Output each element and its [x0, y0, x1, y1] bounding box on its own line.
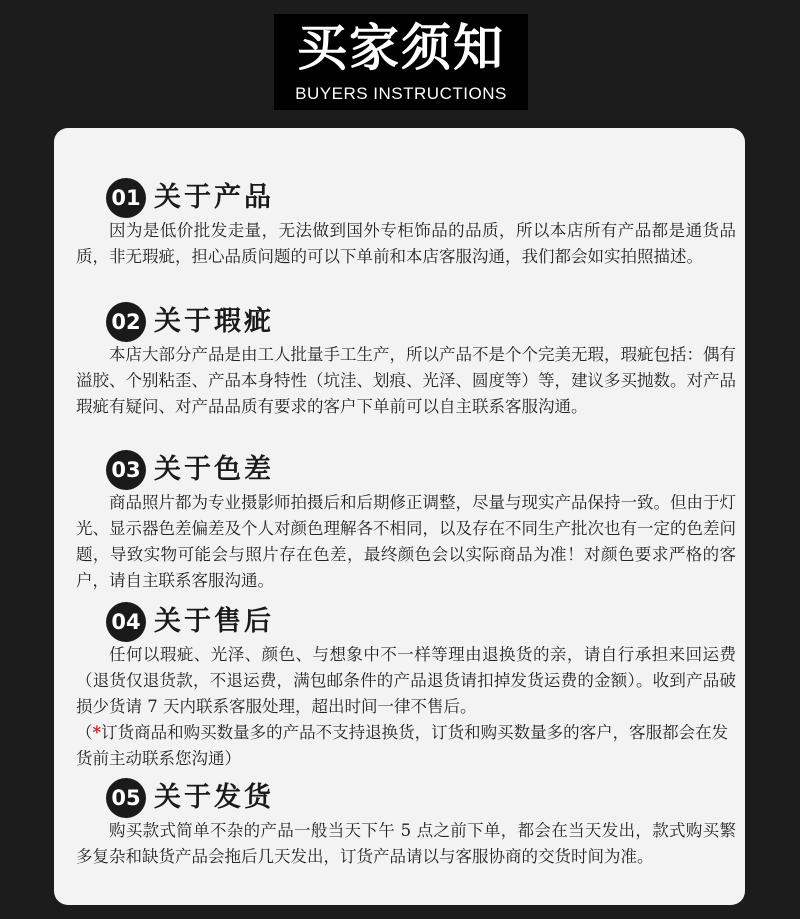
section-after-sales: [76, 602, 736, 772]
section-header: [76, 178, 736, 218]
page-subtitle: BUYERS INSTRUCTIONS: [295, 84, 507, 103]
after-sales-note: [76, 720, 736, 772]
section-header: [76, 602, 736, 642]
section-product: [76, 178, 736, 270]
section-body: 商品照片都为专业摄影师拍摄后和后期修正调整，尽量与现实产品保持一致。但由于灯光、显示器色差偏差及个人对颜色理解各不相同，以及存在不同生产批次也有一定的色差问题，导致实物可能会与照片存在色差，最终颜色会以实际商品为准！对颜色要求严格的客户，请自主联系客服沟通。: [76, 493, 736, 590]
section-body: 任何以瑕疵、光泽、颜色、与想象中不一样等理由退换货的亲，请自行承担来回运费（退货仅退货款，不退运费，满包邮条件的产品退货请扣掉发货运费的金额）。收到产品破损少货请 7 天内联系客服处理，超出时间一律不售后。: [76, 645, 736, 716]
section-body: 购买款式简单不杂的产品一般当天下午 5 点之前下单，都会在当天发出，款式购买繁多复杂和缺货产品会拖后几天发出，订货产品请以与客服协商的交货时间为准。: [76, 821, 736, 866]
note-open-paren: （: [76, 723, 93, 742]
content-panel: [54, 128, 745, 905]
number-badge: 05: [106, 778, 146, 818]
number-badge: 02: [106, 302, 146, 342]
number-badge: 01: [106, 178, 146, 218]
section-title: 关于产品: [154, 182, 274, 213]
section-header: [76, 778, 736, 818]
section-title: 关于色差: [154, 454, 274, 485]
header-banner: [274, 14, 528, 110]
number-badge: 03: [106, 450, 146, 490]
asterisk-icon: *: [92, 723, 102, 742]
section-flaws: [76, 302, 736, 420]
section-title: 关于瑕疵: [154, 306, 274, 337]
page-title: 买家须知: [297, 19, 505, 77]
section-title: 关于发货: [154, 782, 274, 813]
number-badge: 04: [106, 602, 146, 642]
section-body: 因为是低价批发走量，无法做到国外专柜饰品的品质，所以本店所有产品都是通货品质，非无瑕疵，担心品质问题的可以下单前和本店客服沟通，我们都会如实拍照描述。: [76, 221, 736, 266]
section-body: 本店大部分产品是由工人批量手工生产，所以产品不是个个完美无瑕，瑕疵包括：偶有溢胶、个别粘歪、产品本身特性（坑洼、划痕、光泽、圆度等）等，建议多买抛数。对产品瑕疵有疑问、对产品品质有要求的客户下单前可以自主联系客服沟通。: [76, 345, 736, 416]
section-shipping: [76, 778, 736, 870]
section-header: [76, 450, 736, 490]
section-header: [76, 302, 736, 342]
note-text: 订货商品和购买数量多的产品不支持退换货，订货和购买数量多的客户，客服都会在发货前主动联系您沟通）: [76, 723, 729, 768]
section-title: 关于售后: [154, 606, 274, 637]
section-color-difference: [76, 450, 736, 594]
